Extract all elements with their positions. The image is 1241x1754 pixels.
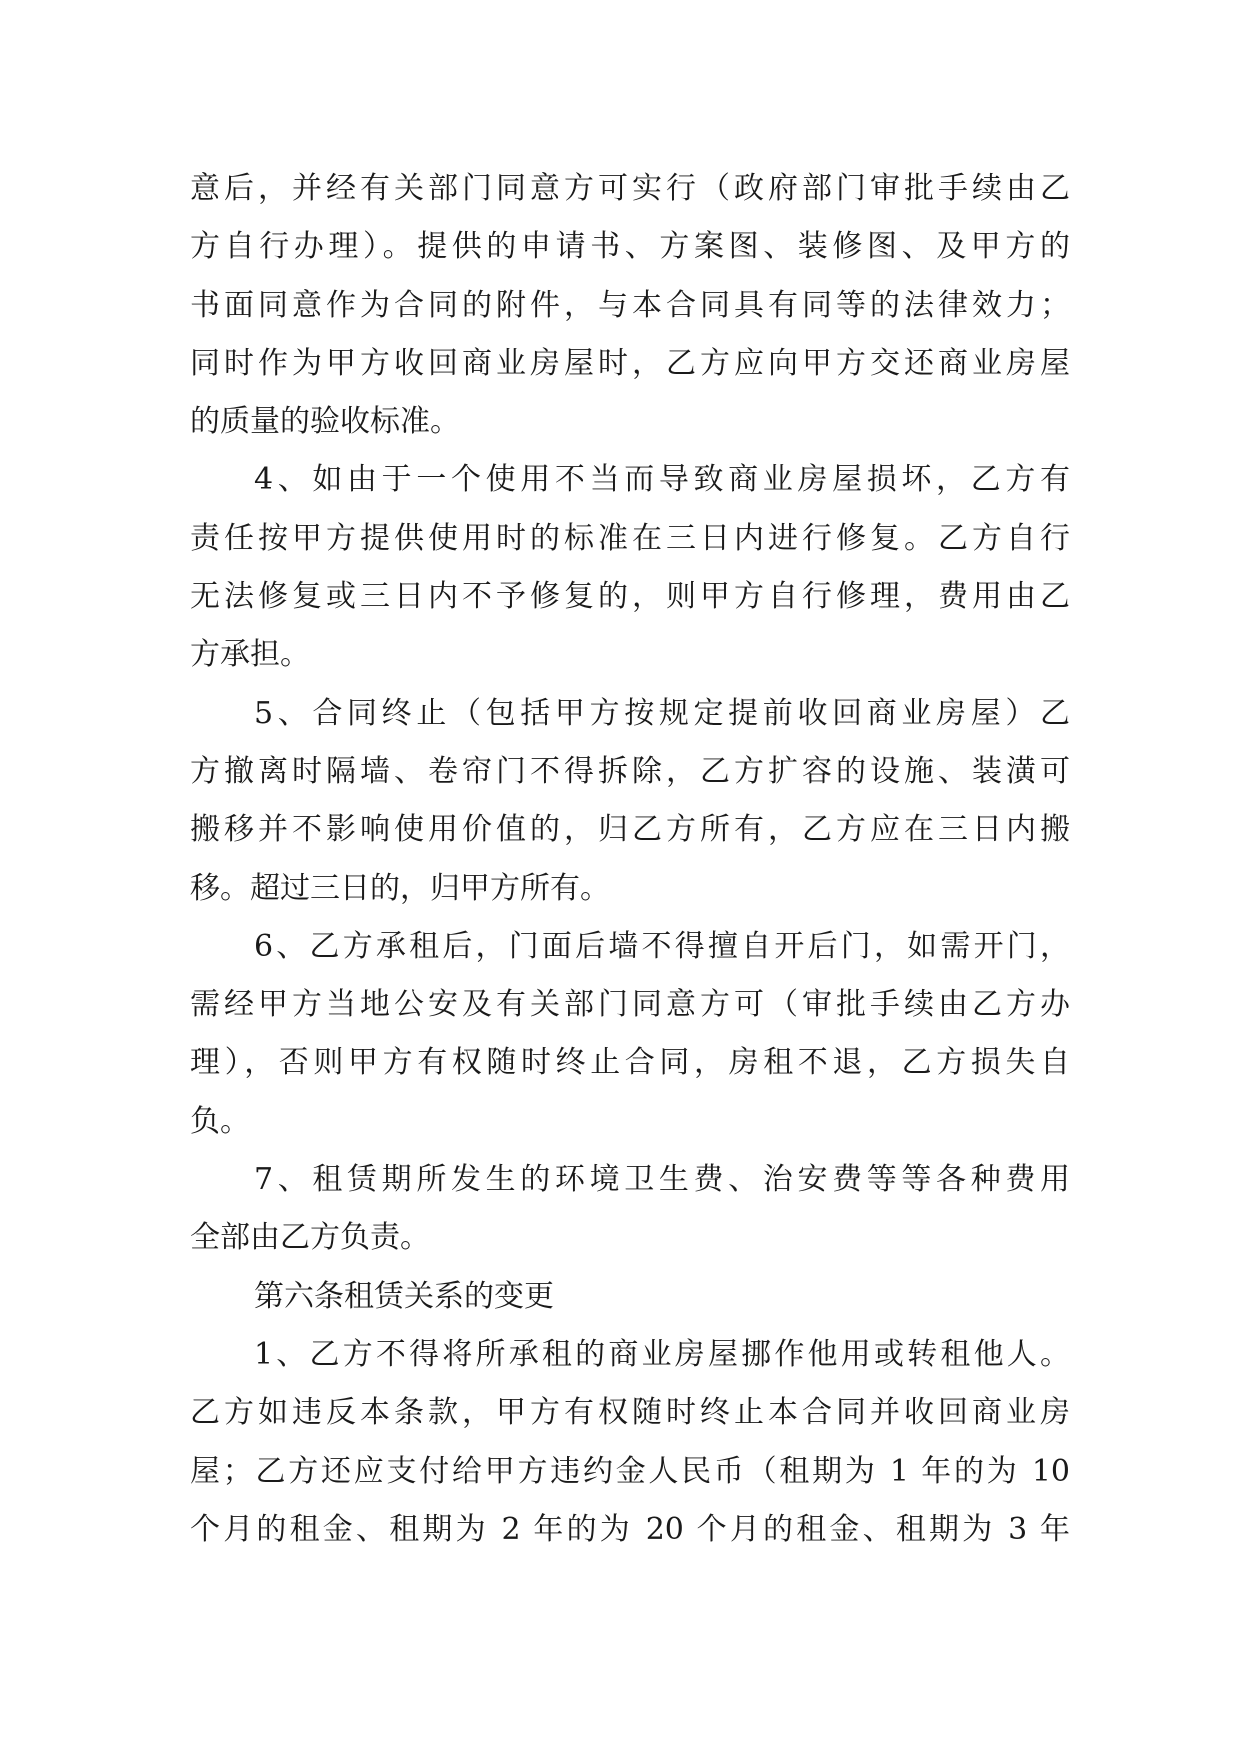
text-line: 理），否则甲方有权随时终止合同，房租不退，乙方损失自 — [190, 1045, 1070, 1081]
text-line: 的质量的验收标准。 — [190, 404, 460, 440]
text-line: 1、乙方不得将所承租的商业房屋挪作他用或转租他人。 — [254, 1336, 1070, 1372]
text-line: 方承担。 — [190, 637, 310, 673]
text-line: 同时作为甲方收回商业房屋时，乙方应向甲方交还商业房屋 — [190, 345, 1070, 381]
text-line: 个月的租金、租期为 2 年的为 20 个月的租金、租期为 3 年 — [190, 1511, 1070, 1547]
text-line: 负。 — [190, 1103, 250, 1139]
text-line: 搬移并不影响使用价值的，归乙方所有，乙方应在三日内搬 — [190, 812, 1070, 848]
text-line: 移。超过三日的，归甲方所有。 — [190, 870, 610, 906]
text-line: 乙方如违反本条款，甲方有权随时终止本合同并收回商业房 — [190, 1395, 1070, 1431]
text-line: 方撤离时隔墙、卷帘门不得拆除，乙方扩容的设施、装潢可 — [190, 753, 1070, 789]
text-line: 全部由乙方负责。 — [190, 1220, 430, 1256]
text-line: 意后，并经有关部门同意方可实行（政府部门审批手续由乙 — [190, 171, 1070, 206]
section-heading: 第六条租赁关系的变更 — [254, 1278, 554, 1314]
text-line: 责任按甲方提供使用时的标准在三日内进行修复。乙方自行 — [190, 520, 1070, 556]
text-line: 5、合同终止（包括甲方按规定提前收回商业房屋）乙 — [254, 695, 1070, 731]
document-body — [190, 160, 1070, 1559]
text-line: 需经甲方当地公安及有关部门同意方可（审批手续由乙方办 — [190, 987, 1070, 1023]
text-line: 7、租赁期所发生的环境卫生费、治安费等等各种费用 — [254, 1162, 1070, 1198]
text-line: 书面同意作为合同的附件，与本合同具有同等的法律效力； — [190, 287, 1070, 323]
text-line: 4、如由于一个使用不当而导致商业房屋损坏，乙方有 — [254, 462, 1070, 498]
text-line: 6、乙方承租后，门面后墙不得擅自开后门，如需开门， — [254, 928, 1070, 964]
text-line: 方自行办理）。提供的申请书、方案图、装修图、及甲方的 — [190, 229, 1070, 265]
text-line: 无法修复或三日内不予修复的，则甲方自行修理，费用由乙 — [190, 579, 1070, 615]
text-line: 屋；乙方还应支付给甲方违约金人民币（租期为 1 年的为 10 — [190, 1453, 1070, 1489]
